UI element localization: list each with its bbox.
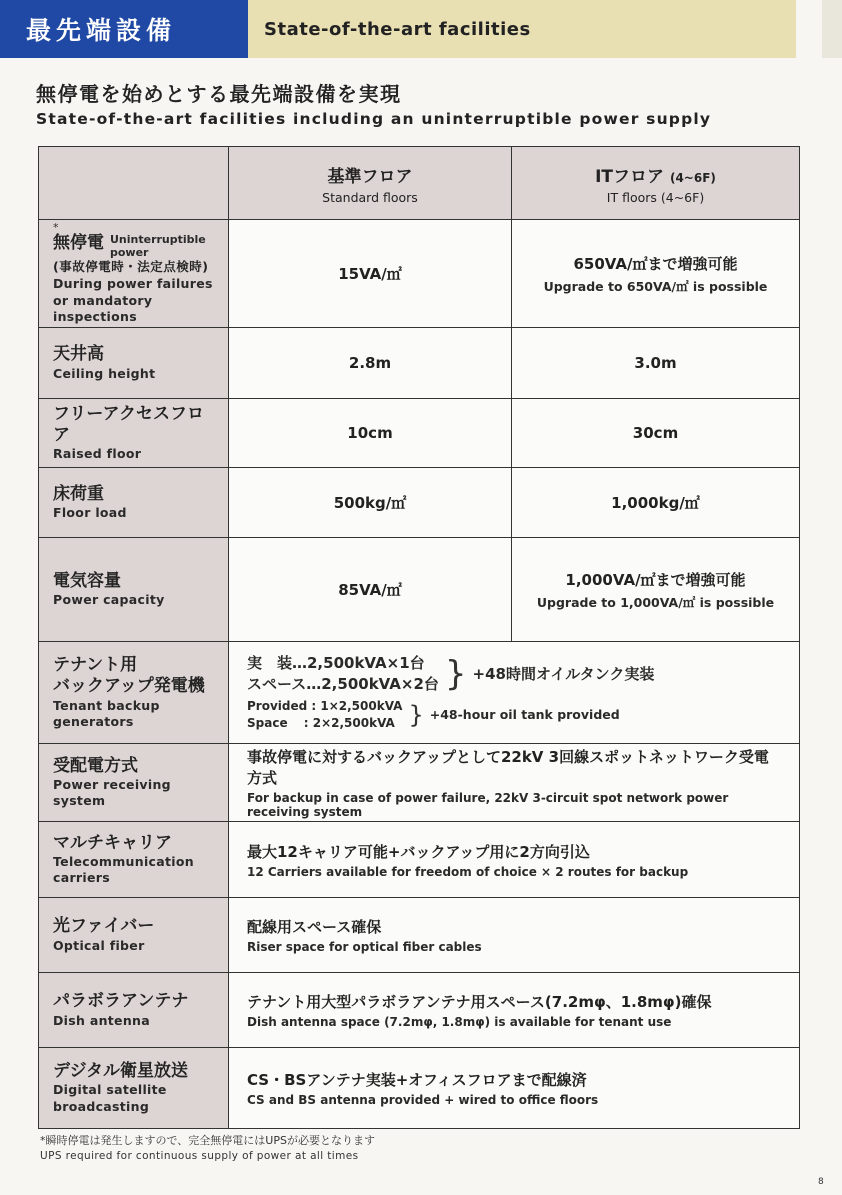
footnote-jp: *瞬時停電は発生しますので、完全無停電にはUPSが必要となります [40, 1134, 375, 1147]
label-raised [39, 399, 229, 468]
label-load-en: Floor load [53, 505, 127, 520]
load-it-value [512, 468, 800, 538]
table-row-dish [39, 973, 800, 1048]
label-receiving-jp: 受配電方式 [53, 755, 138, 776]
label-carriers-en: Telecommunication carriers [53, 853, 194, 886]
header-standard-floors [229, 147, 512, 220]
brace-icon: } [444, 653, 467, 694]
raised-standard-text: 10cm [347, 424, 393, 442]
label-raised-en: Raised floor [53, 446, 142, 462]
header-it-floors [512, 147, 800, 220]
facilities-table [38, 146, 800, 1129]
generator-line1-jp: 実 装…2,500kVA×1台 [247, 654, 425, 673]
receiving-value [229, 744, 800, 822]
power-standard-value [229, 538, 512, 642]
load-standard-value [229, 468, 512, 538]
footnote-mark: * [53, 221, 59, 234]
footnote-en: UPS required for continuous supply of power at all times [40, 1150, 359, 1162]
carriers-value [229, 822, 800, 898]
power-it-en: Upgrade to 1,000VA/㎡ is possible [536, 594, 775, 610]
header-it-jp-note: (4~6F) [669, 170, 716, 185]
power-standard-text: 85VA/㎡ [338, 581, 402, 599]
label-ceiling [39, 328, 229, 399]
ceiling-standard-text: 2.8m [348, 354, 392, 372]
ceiling-it-text: 3.0m [634, 354, 677, 372]
table-row-raised-floor [39, 399, 800, 468]
carriers-jp: 最大12キャリア可能+バックアップ用に2方向引込 [247, 842, 590, 861]
dish-en: Dish antenna space (7.2mφ, 1.8mφ) is available for tenant use [247, 1015, 672, 1029]
label-satellite-en: Digital satellite broadcasting [53, 1082, 167, 1114]
label-satellite [39, 1048, 229, 1129]
label-power-en: Power capacity [53, 592, 165, 607]
carriers-en: 12 Carriers available for freedom of choice × 2 routes for backup [247, 864, 689, 879]
header-it-en: IT floors (4~6F) [606, 189, 705, 205]
fiber-value [229, 898, 800, 973]
fiber-en: Riser space for optical fiber cables [247, 940, 482, 954]
label-fiber-en: Optical fiber [53, 937, 145, 953]
power-it-value [512, 538, 800, 642]
ceiling-it-value [512, 328, 800, 399]
table-row-floor-load [39, 468, 800, 538]
table-header-row [39, 147, 800, 220]
ups-it-en: Upgrade to 650VA/㎡ is possible [543, 278, 768, 294]
label-power-jp: 電気容量 [53, 570, 121, 591]
raised-it-text: 30cm [632, 424, 679, 442]
table-row-ups [39, 220, 800, 328]
table-row-power-capacity [39, 538, 800, 642]
dish-jp: テナント用大型パラボラアンテナ用スペース(7.2mφ、1.8mφ)確保 [247, 993, 712, 1011]
satellite-en: CS and BS antenna provided + wired to office floors [247, 1093, 599, 1107]
edge-strip [822, 0, 842, 58]
label-carriers [39, 822, 229, 898]
subtitle-jp: 無停電を始めとする最先端設備を実現 [36, 82, 402, 106]
ups-standard-text: 15VA/㎡ [338, 265, 402, 283]
label-ups-sub: (事故停電時・法定点検時) [53, 259, 209, 275]
generator-jp-block [247, 653, 781, 694]
satellite-jp: CS・BSアンテナ実装+オフィスフロアまで配線済 [247, 1071, 587, 1089]
label-ceiling-jp: 天井高 [53, 344, 104, 365]
label-ceiling-en: Ceiling height [53, 365, 156, 381]
label-receiving [39, 744, 229, 822]
ups-it-value [512, 220, 800, 328]
table-row-receiving [39, 744, 800, 822]
label-fiber-jp: 光ファイバー [53, 916, 155, 937]
section-title-jp: 最先端設備 [0, 0, 248, 58]
generator-tail-en: +48-hour oil tank provided [429, 707, 620, 723]
ceiling-standard-value [229, 328, 512, 399]
generator-line2-en: Space : 2×2,500kVA [247, 715, 395, 730]
label-satellite-jp: デジタル衛星放送 [53, 1061, 188, 1082]
generator-line1-en: Provided : 1×2,500kVA [247, 698, 403, 713]
table-row-satellite [39, 1048, 800, 1129]
label-generator-jp-1: テナント用 [53, 655, 138, 675]
receiving-en: For backup in case of power failure, 22kV 3-circuit spot network power receiving system [247, 791, 729, 819]
header-standard-jp: 基準フロア [327, 166, 413, 187]
section-title-en: State-of-the-art facilities [248, 0, 796, 58]
table-row-generator [39, 642, 800, 744]
label-fiber [39, 898, 229, 973]
label-power [39, 538, 229, 642]
ups-standard-value [229, 220, 512, 328]
label-receiving-en: Power receiving system [53, 776, 171, 809]
fiber-jp: 配線用スペース確保 [247, 918, 382, 936]
label-raised-jp: フリーアクセスフロア [53, 403, 204, 445]
power-it-jp: 1,000VA/㎡まで増強可能 [565, 570, 746, 589]
satellite-value [229, 1048, 800, 1129]
generator-en-block [247, 698, 781, 732]
label-generator [39, 642, 229, 744]
table-row-carriers [39, 822, 800, 898]
ups-it-jp: 650VA/㎡まで増強可能 [573, 254, 738, 273]
subtitle-en: State-of-the-art facilities including an uninterruptible power supply [36, 110, 712, 128]
raised-standard-value [229, 399, 512, 468]
generator-line2-jp: スペース…2,500kVA×2台 [247, 674, 439, 693]
raised-it-value [512, 399, 800, 468]
label-dish [39, 973, 229, 1048]
label-ups [39, 220, 229, 328]
label-dish-jp: パラボラアンテナ [53, 991, 189, 1012]
label-carriers-jp: マルチキャリア [53, 832, 172, 853]
label-dish-en: Dish antenna [53, 1012, 150, 1028]
label-load [39, 468, 229, 538]
load-it-text: 1,000kg/㎡ [611, 494, 700, 512]
page-number: 8 [818, 1177, 824, 1187]
label-generator-en: Tenant backup generators [53, 697, 160, 729]
generator-tail-jp: +48時間オイルタンク実装 [472, 665, 655, 684]
dish-value [229, 973, 800, 1048]
table-row-fiber [39, 898, 800, 973]
label-ups-en: During power failures or mandatory inspections [53, 276, 213, 324]
generator-value [229, 642, 800, 744]
table-row-ceiling [39, 328, 800, 399]
load-standard-text: 500kg/㎡ [333, 494, 407, 512]
label-load-jp: 床荷重 [53, 483, 104, 504]
label-generator-jp-2: バックアップ発電機 [53, 676, 205, 697]
label-ups-jp: 無停電 [53, 233, 104, 253]
label-ups-inline-en: Uninterruptible power [110, 233, 206, 260]
receiving-jp: 事故停電に対するバックアップとして22kV 3回線スポットネットワーク受電方式 [247, 748, 769, 787]
header-it-jp: ITフロア [595, 166, 665, 187]
brace-icon: } [408, 700, 424, 729]
header-blank-cell [39, 147, 229, 220]
header-standard-en: Standard floors [322, 189, 418, 205]
